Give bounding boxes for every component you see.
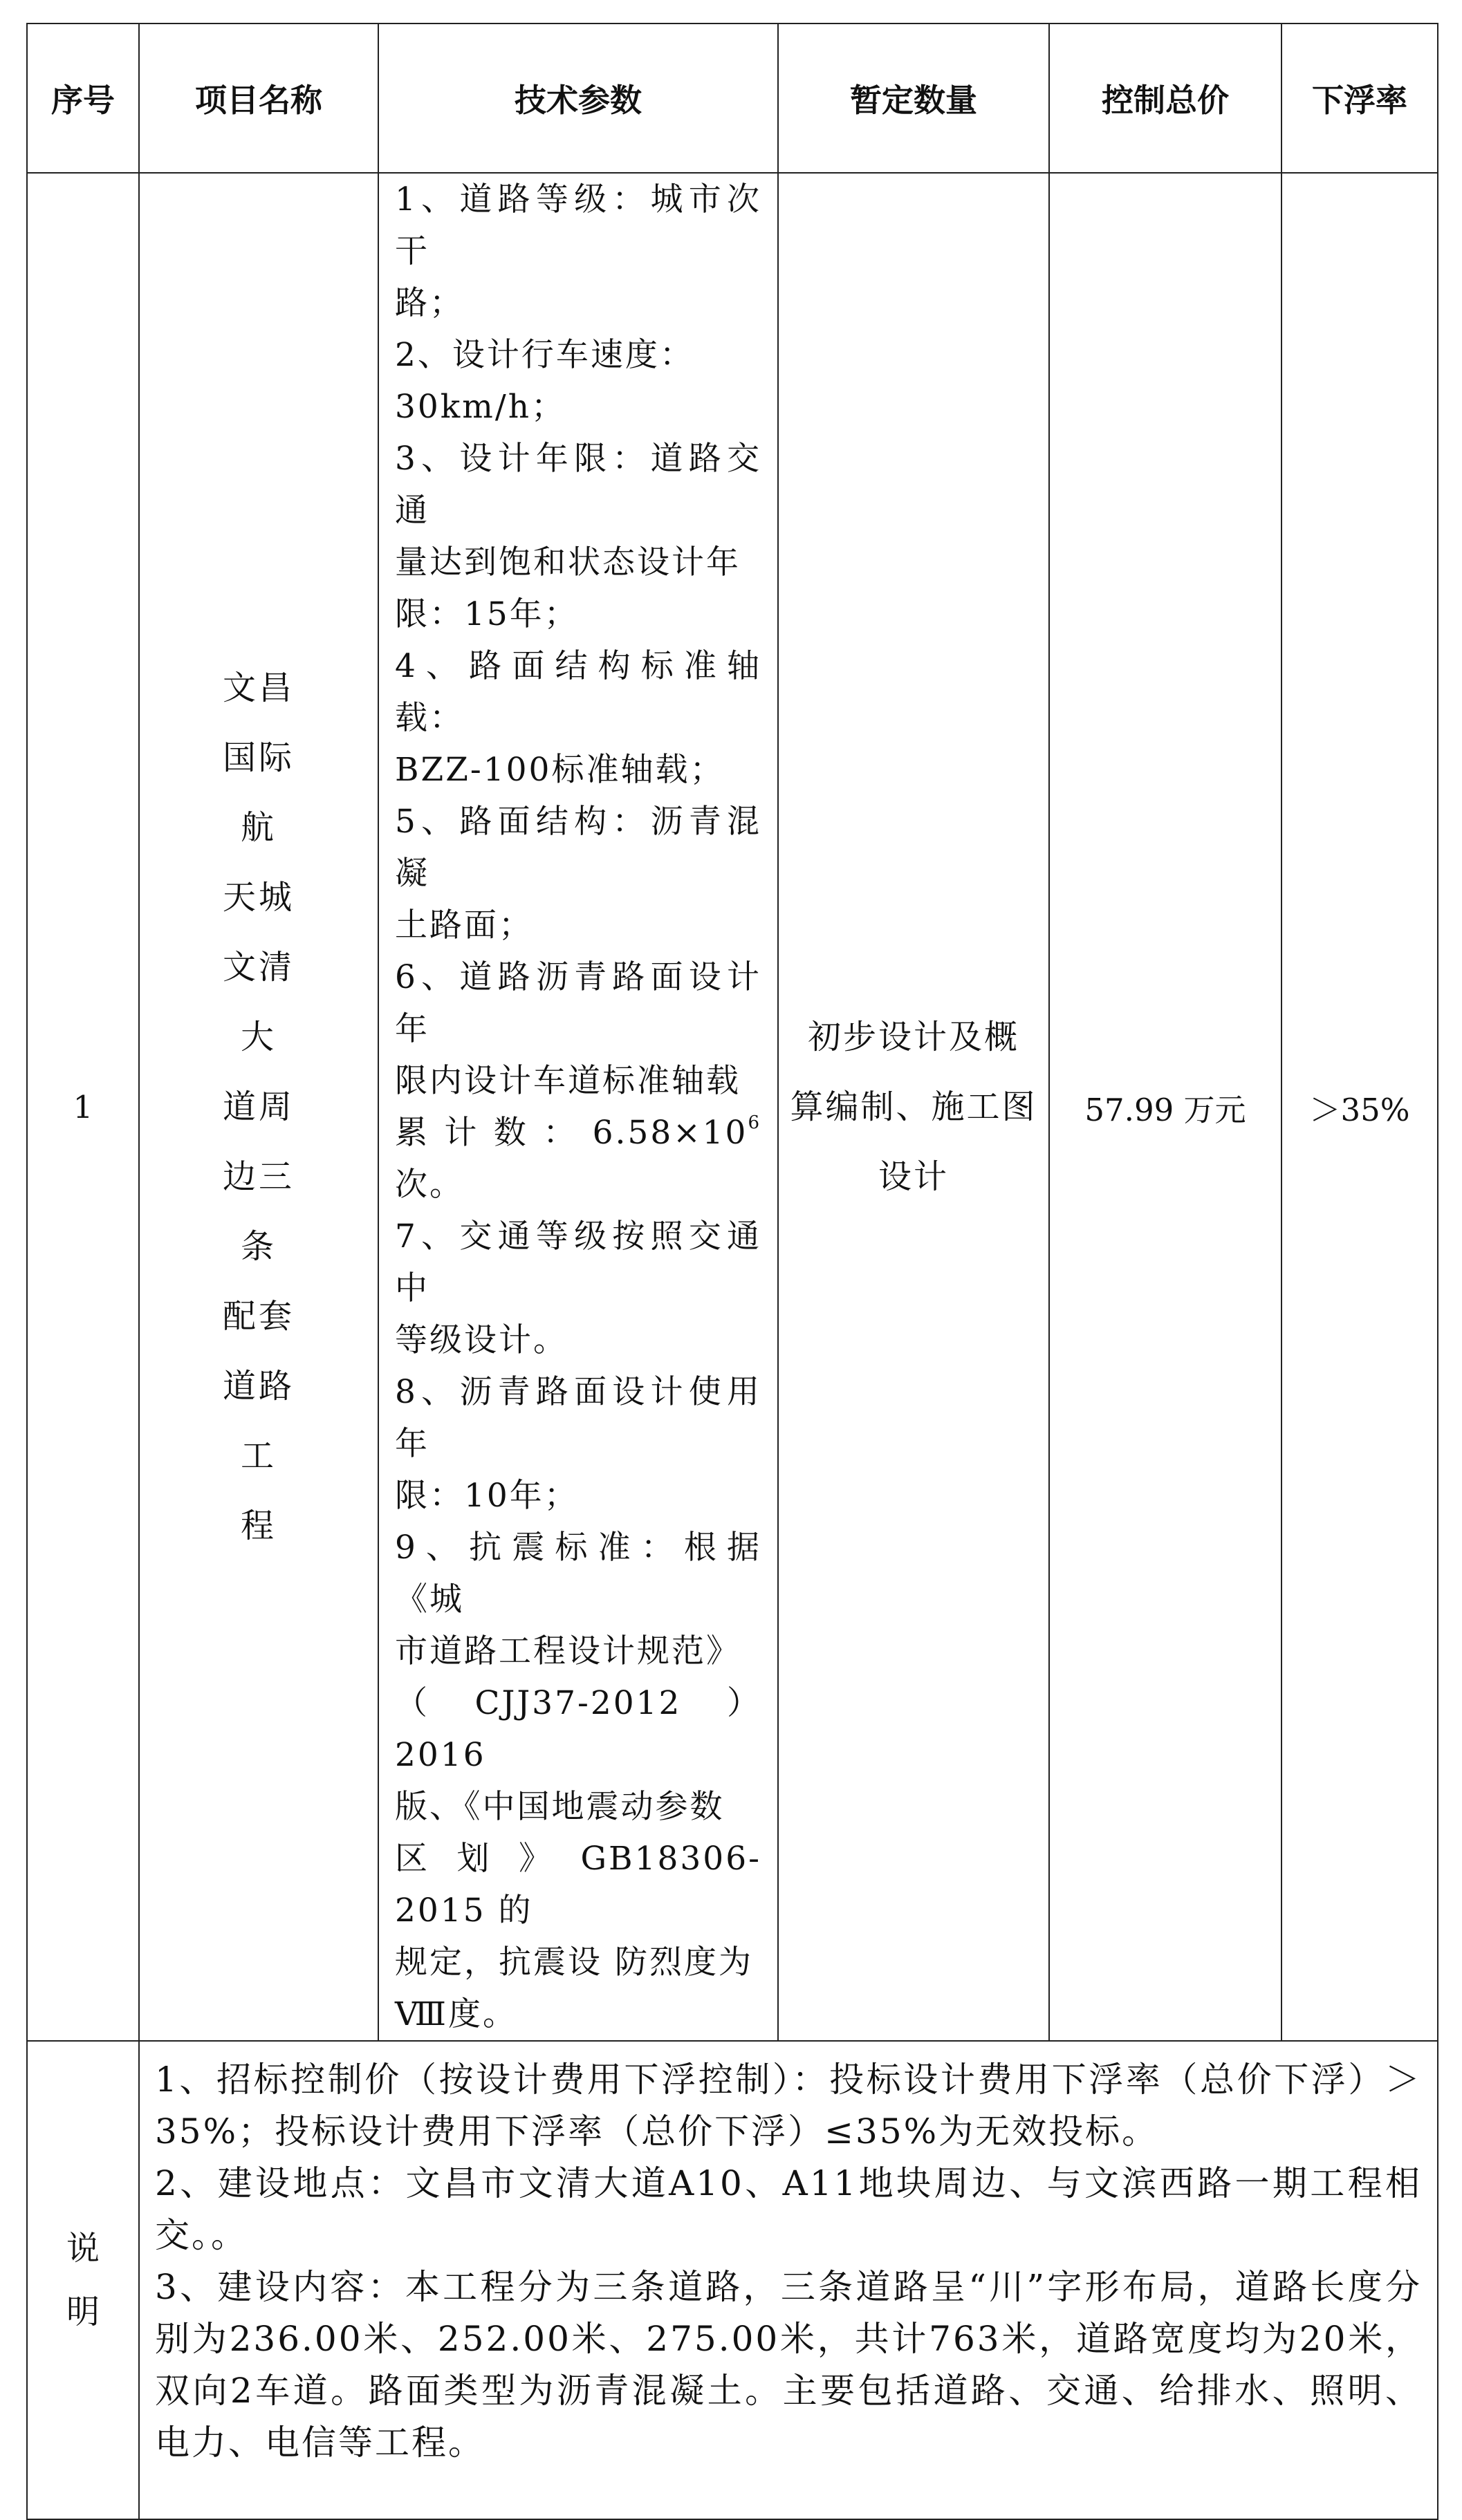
project-name-line: 程 bbox=[240, 1506, 277, 1545]
spec-cumulative-suffix: 次。 bbox=[395, 1166, 464, 1204]
quantity-line: 设计 bbox=[878, 1157, 949, 1196]
header-tech-params: 技术参数 bbox=[378, 24, 778, 173]
spec-line: 30km/h； bbox=[395, 388, 566, 426]
spec-exponent: 6 bbox=[748, 1112, 761, 1133]
spec-line: 8、沥青路面设计使用年 bbox=[395, 1373, 761, 1463]
control-price-cell: 57.99 万元 bbox=[1049, 173, 1281, 2041]
spec-line: 限：15年； bbox=[395, 595, 579, 633]
spec-line: 版、《中国地震动参数 bbox=[395, 1788, 725, 1826]
note-paragraph: 1、招标控制价（按设计费用下浮控制）：投标设计费用下浮率（总价下浮）＞35%；投标设计费用下浮率（总价下浮）≤35%为无效投标。 bbox=[155, 2060, 1422, 2152]
spec-line: 7、交通等级按照交通中 bbox=[395, 1217, 761, 1307]
discount-rate-cell: ＞35% bbox=[1281, 173, 1438, 2041]
note-content-cell bbox=[139, 2041, 1438, 2519]
header-project-name: 项目名称 bbox=[139, 24, 378, 173]
spec-line: （CJJ37-2012） 2016 bbox=[395, 1684, 761, 1774]
quantity-line: 初步设计及概 bbox=[807, 1017, 1019, 1056]
spec-cumulative-text: 累计数：6.58×10 bbox=[395, 1114, 748, 1152]
quantity-cell bbox=[778, 173, 1049, 2041]
spec-line: 量达到饱和状态设计年 bbox=[395, 543, 741, 581]
project-name-line: 天城文清大 bbox=[222, 877, 295, 1056]
spec-line: 3、设计年限：道路交通 bbox=[395, 440, 761, 530]
spec-line: 限内设计车道标准轴载 bbox=[395, 1062, 741, 1100]
note-row bbox=[27, 2041, 1438, 2519]
note-content bbox=[140, 2042, 1437, 2469]
spec-line: 限：10年； bbox=[395, 1477, 579, 1515]
note-label-cell bbox=[27, 2041, 139, 2519]
spec-line: 土路面； bbox=[395, 906, 533, 944]
spec-line: 市道路工程设计规范》 bbox=[395, 1632, 741, 1670]
spec-line: 2、设计行车速度： bbox=[395, 336, 694, 374]
spec-line: 4、路面结构标准轴载： bbox=[395, 647, 761, 737]
project-name-line: 配套道路工 bbox=[222, 1296, 295, 1475]
quantity-line: 算编制、施工图 bbox=[790, 1087, 1037, 1126]
note-label-char: 说 bbox=[66, 2229, 100, 2268]
row-index: 1 bbox=[27, 173, 139, 2041]
note-paragraph: 2、建设地点：文昌市文清大道A10、A11地块周边、与文滨西路一期工程相交。。 bbox=[155, 2163, 1422, 2255]
header-control-price: 控制总价 bbox=[1049, 24, 1281, 173]
table-row bbox=[27, 173, 1438, 2041]
tech-params-list bbox=[395, 174, 761, 2040]
header-discount-rate: 下浮率 bbox=[1281, 24, 1438, 173]
spec-line: Ⅷ度。 bbox=[395, 1995, 518, 2033]
project-name-cell bbox=[139, 173, 378, 2041]
spec-line: 规定，抗震设 防烈度为 bbox=[395, 1943, 753, 1981]
project-name-line: 道周边三条 bbox=[222, 1087, 295, 1266]
note-paragraph: 3、建设内容：本工程分为三条道路，三条道路呈“川”字形布局，道路长度分别为236.00米、252.00米、275.00米，共计763米，道路宽度均为20米，双向2车道。路面类型为沥青混凝土。主要包括道路、交通、给排水、照明、电力、电信等工程。 bbox=[155, 2267, 1422, 2463]
spec-line: 6、道路沥青路面设计年 bbox=[395, 958, 761, 1048]
header-index: 序号 bbox=[27, 24, 139, 173]
header-quantity: 暂定数量 bbox=[778, 24, 1049, 173]
spec-line: 5、路面结构：沥青混凝 bbox=[395, 803, 761, 893]
project-name-line: 文昌国际航 bbox=[222, 668, 295, 847]
project-table bbox=[26, 23, 1438, 2520]
note-label-char: 明 bbox=[66, 2293, 100, 2331]
spec-line: BZZ-100标准轴载； bbox=[395, 751, 725, 789]
tech-params-cell bbox=[378, 173, 778, 2041]
spec-line: 区划》GB18306-2015 的 bbox=[395, 1840, 761, 1930]
spec-line: 等级设计。 bbox=[395, 1321, 568, 1359]
header-row bbox=[27, 24, 1438, 173]
spec-line: 1、道路等级：城市次干 bbox=[395, 180, 761, 270]
spec-line-cumulative bbox=[395, 1107, 761, 1211]
spec-line: 9、抗震标准：根据《城 bbox=[395, 1529, 761, 1618]
spec-line: 路； bbox=[395, 284, 464, 322]
